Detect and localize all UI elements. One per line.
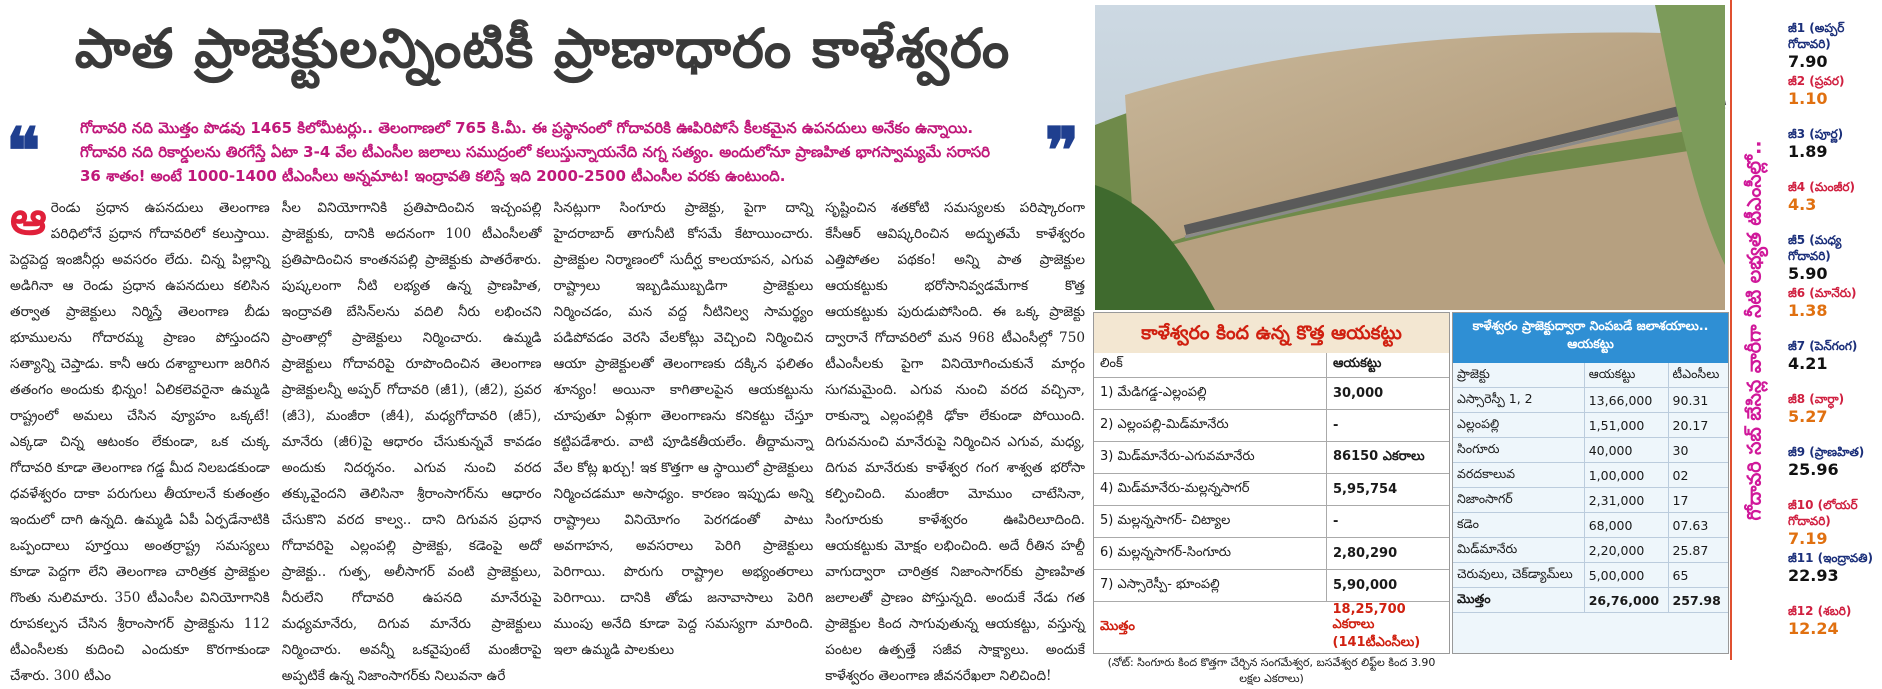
tributary-value: 4.3 xyxy=(1788,195,1817,214)
tributary-value: 7.90 xyxy=(1788,52,1828,71)
ayacut-cell: 5,90,000 xyxy=(1327,570,1450,602)
list-item xyxy=(1788,550,1880,603)
tributary-value: 4.21 xyxy=(1788,354,1828,373)
table-row xyxy=(1094,570,1449,602)
table-row xyxy=(1094,378,1449,410)
header-ayacut: ఆయకట్టు xyxy=(1327,353,1450,378)
total-value: 18,25,700 ఎకరాలు (141టీఎంసీలు) xyxy=(1332,602,1421,650)
vertical-title-text: గోదావరి సబ్ బేసిన్ల వారీగా నీటి లభ్యత టీఎంసీల్లో.. xyxy=(1743,139,1766,521)
column-1-text: రెండు ప్రధాన ఉపనదులు తెలంగాణ పరిధిలోనే ప్రధాన గోదావరిలో కలుస్తాయి. పెద్దపెద్ద ఇంజినీర్లు అవసరం లేదు. చిన్న పిల్లాన్ని అడిగినా ఆ రెండు ప్రధాన ఉపనదులు కలిసిన తర్వాత ప్రాజెక్టులు నిర్మిస్తే తెలంగాణ బీడు భూములను గోదారమ్మ ప్రాణం పోస్తుందని సత్యాన్ని చెప్తాడు. కానీ ఆరు దశాబ్దాలుగా జరిగిన తతంగం అందుకు భిన్నం! ఏలికలెవరైనా ఉమ్మడి రాష్ట్రంలో అమలు చేసిన వ్యూహం ఒక్కటే! ఎక్కడా చిన్న ఆటంకం లేకుండా, ఒక చుక్క గోదావరి కూడా తెలంగాణ గడ్డ మీద నిలబడకుండా ధవళేశ్వరం దాకా పరుగులు తీయాలనే కుతంత్రం ఇందులో దాగి ఉన్నది. ఉమ్మడి ఏపీ ఏర్పడేనాటికి ఒప్పందాలు పూర్తయి అంతర్రాష్ట్ర సమస్యలు కూడా పెద్దగా లేని తెలంగాణ చారిత్రక ప్రాజెక్టుల గొంతు నులిమారు. 350 టీఎంసీల వినియోగానికి రూపకల్పన చేసిన శ్రీరాంసాగర్ ప్రాజెక్టును 112 టీఎంసీలకు కుదించి ఎందుకూ కొరగాకుండా చేశారు. 300 టీఎం xyxy=(10,200,270,684)
tributary-label: జీ12 (శబరి) xyxy=(1788,604,1852,618)
tributary-label: జీ1 (అప్పర్ గోదావరి) xyxy=(1788,21,1845,51)
ayacut-cell: 30,000 xyxy=(1327,378,1450,410)
article-column-1 xyxy=(10,191,270,684)
ayacut-note: (నోట్: సింగూరు కింద కొత్తగా చేర్చిన సంగమేశ్వర, బసవేశ్వర లిఫ్ట్‌ల కింద 3.90 లక్షల ఎకరాలు) xyxy=(1107,656,1436,685)
tributary-value: 1.38 xyxy=(1788,301,1828,320)
list-item xyxy=(1788,73,1880,126)
table-header-row xyxy=(1094,353,1449,378)
ayacut-cell: 68,000 xyxy=(1584,513,1668,538)
project-cell: ఎల్లంపల్లి xyxy=(1453,413,1584,438)
quote-open-icon: ❝ xyxy=(6,114,41,189)
table-row xyxy=(1453,388,1728,413)
ayacut-cell: 13,66,000 xyxy=(1584,388,1668,413)
link-cell: 6) మల్లన్నసాగర్-సింగూరు xyxy=(1094,538,1327,570)
project-cell: సింగూరు xyxy=(1453,438,1584,463)
tributary-value: 7.19 xyxy=(1788,529,1828,548)
tmc-cell: 07.63 xyxy=(1668,513,1728,538)
ayacut-cell: 2,31,000 xyxy=(1584,488,1668,513)
tributary-value: 1.10 xyxy=(1788,89,1828,108)
link-cell: 2) ఎల్లంపల్లి-మిడ్‌మానేరు xyxy=(1094,410,1327,442)
header-link: లింక్ xyxy=(1094,353,1327,378)
tributary-label: జీ5 (మధ్య గోదావరి) xyxy=(1788,233,1842,263)
header-project: ప్రాజెక్టు xyxy=(1453,363,1584,388)
table-row xyxy=(1094,442,1449,474)
tributary-label: జీ6 (మానేరు) xyxy=(1788,286,1857,300)
ayacut-cell: 40,000 xyxy=(1584,438,1668,463)
tmc-cell: 25.87 xyxy=(1668,538,1728,563)
list-item xyxy=(1788,232,1880,285)
table-row xyxy=(1453,488,1728,513)
link-cell: 3) మిడ్‌మానేరు-ఎగువమానేరు xyxy=(1094,442,1327,474)
project-cell: చెరువులు, చెక్‌డ్యామ్‌లు xyxy=(1453,563,1584,588)
list-item xyxy=(1788,444,1880,497)
tmc-cell: 02 xyxy=(1668,463,1728,488)
link-cell: 4) మిడ్‌మానేరు-మల్లన్నసాగర్ xyxy=(1094,474,1327,506)
tributary-label: జీ4 (మంజీర) xyxy=(1788,180,1855,194)
list-item xyxy=(1788,603,1880,656)
total-ayacut: 26,76,000 xyxy=(1584,588,1668,613)
quote-close-icon: ❞ xyxy=(1044,114,1079,189)
project-cell: ఎస్సారెస్పీ 1, 2 xyxy=(1453,388,1584,413)
tributary-list xyxy=(1788,20,1880,656)
reservoir-title: కాళేశ్వరం ప్రాజెక్టుద్వారా నింపబడే జలాశయాలు.. ఆయకట్టు xyxy=(1453,313,1728,363)
total-row xyxy=(1453,588,1728,613)
table-row xyxy=(1094,474,1449,506)
new-ayacut-grid xyxy=(1094,353,1449,653)
ayacut-cell: 5,00,000 xyxy=(1584,563,1668,588)
project-cell: మిడ్‌మానేరు xyxy=(1453,538,1584,563)
total-label: మొత్తం xyxy=(1100,618,1135,634)
project-cell: వరదకాలువ xyxy=(1453,463,1584,488)
tributary-label: జీ9 (ప్రాణహిత) xyxy=(1788,445,1865,459)
ayacut-cell: 86150 ఎకరాలు xyxy=(1327,442,1450,474)
project-cell: నిజాంసాగర్ xyxy=(1453,488,1584,513)
total-tmc: 257.98 xyxy=(1668,588,1728,613)
project-cell: కడెం xyxy=(1453,513,1584,538)
tributary-label: జీ8 (వార్ధా) xyxy=(1788,392,1845,406)
table-row xyxy=(1453,513,1728,538)
header-ayacut: ఆయకట్టు xyxy=(1584,363,1668,388)
ayacut-cell: 1,00,000 xyxy=(1584,463,1668,488)
tributary-value: 25.96 xyxy=(1788,460,1839,479)
dropcap: ఆ xyxy=(10,191,47,245)
ayacut-cell: - xyxy=(1327,410,1450,442)
tmc-cell: 30 xyxy=(1668,438,1728,463)
list-item xyxy=(1788,126,1880,179)
new-ayacut-table xyxy=(1093,312,1450,685)
reservoir-grid xyxy=(1453,363,1728,613)
article-column-3: సినట్లుగా సింగూరు ప్రాజెక్టు, పైగా దాన్ని హైదరాబాద్ తాగునీటి కోసమే కేటాయించారు. ప్రాజెక్టుల నిర్మాణంలో సుదీర్ఘ కాలయాపన, ఎగువ రాష్ట్రాలు ఇబ్బడిముబ్బడిగా ప్రాజెక్టులు నిర్మించడం, మన వద్ద నీటినిల్వ సామర్థ్యం పడిపోవడం వెరసి వేలకోట్లు వెచ్చించి నిర్మించిన ఆయా ప్రాజెక్టులతో తెలంగాణకు దక్కిన ఫలితం శూన్యం! అయినా కాగితాలపైన ఆయకట్టును చూపుతూ ఏళ్లుగా తెలంగాణను కనికట్టు చేస్తూ కట్టిపడేశారు. వాటి పూడికతీయలేం. తీద్దామన్నా వేల కోట్ల ఖర్చు! ఇక కొత్తగా ఆ స్థాయిలో ప్రాజెక్టులు నిర్మించడమూ అసాధ్యం. కారణం ఇప్పుడు అన్ని రాష్ట్రాలు వినియోగం పెరగడంతో పాటు అవగాహన, అవసరాలు పెరిగి ప్రాజెక్టులు పెరిగాయి. పొరుగు రాష్ట్రాల అభ్యంతరాలు పెరిగాయి. దానికి తోడు జనావాసాలు పెరిగి ముంపు అనేది కూడా పెద్ద సమస్యగా మారింది. ఇలా ఉమ్మడి పాలకులు xyxy=(553,200,814,658)
table-row xyxy=(1453,438,1728,463)
tmc-cell: 20.17 xyxy=(1668,413,1728,438)
tributary-value: 22.93 xyxy=(1788,566,1839,585)
ayacut-cell: - xyxy=(1327,506,1450,538)
tributary-label: జీ11 (ఇంద్రావతి) xyxy=(1788,551,1873,565)
total-label: మొత్తం xyxy=(1453,588,1584,613)
ayacut-cell: 2,80,290 xyxy=(1327,538,1450,570)
list-item xyxy=(1788,20,1880,73)
intro-quote xyxy=(0,112,1085,190)
list-item xyxy=(1788,179,1880,232)
list-item xyxy=(1788,497,1880,550)
list-item xyxy=(1788,391,1880,444)
tributary-value: 1.89 xyxy=(1788,142,1828,161)
table-row xyxy=(1094,538,1449,570)
sub-basin-sidebar xyxy=(1730,0,1882,660)
tmc-cell: 17 xyxy=(1668,488,1728,513)
total-row xyxy=(1094,602,1449,654)
tributary-value: 5.27 xyxy=(1788,407,1828,426)
reservoir-table xyxy=(1452,312,1729,654)
link-cell: 5) మల్లన్నసాగర్- చిట్యాల xyxy=(1094,506,1327,538)
table-row xyxy=(1453,538,1728,563)
list-item xyxy=(1788,338,1880,391)
link-cell: 1) మేడిగడ్డ-ఎల్లంపల్లి xyxy=(1094,378,1327,410)
intro-text: గోదావరి నది మొత్తం పొడవు 1465 కిలోమీటర్లు.. తెలంగాణలో 765 కి.మీ. ఈ ప్రస్థానంలో గోదావరికి ఊపిరిపోసే కీలకమైన ఉపనదులు అనేకం ఉన్నాయి. గోదావరి నది రికార్డులను తిరగేస్తే ఏటా 3-4 వేల టీఎంసీల జలాలు సముద్రంలో కలుస్తున్నాయనేది నగ్న సత్యం. అందులోనూ ప్రాణహిత భాగస్వామ్యమే సరాసరి 36 శాతం! అంటే 1000-1400 టీఎంసీలు అన్నమాట! ఇంద్రావతి కలిస్తే ఇది 2000-2500 టీఎంసీల వరకు ఉంటుంది. xyxy=(80,119,991,185)
tributary-label: జీ3 (పూర్ణ) xyxy=(1788,127,1844,141)
tributary-label: జీ2 (ప్రవర) xyxy=(1788,74,1845,88)
barrage-photo-image xyxy=(1095,5,1725,310)
tmc-cell: 65 xyxy=(1668,563,1728,588)
tmc-cell: 90.31 xyxy=(1668,388,1728,413)
headline: పాత ప్రాజెక్టులన్నింటికీ ప్రాణాధారం కాళేశ్వరం xyxy=(74,16,1011,80)
header-tmc: టీఎంసీలు xyxy=(1668,363,1728,388)
table-row xyxy=(1094,410,1449,442)
new-ayacut-title: కాళేశ్వరం కింద ఉన్న కొత్త ఆయకట్టు xyxy=(1094,313,1449,353)
tributary-value: 12.24 xyxy=(1788,619,1839,638)
link-cell: 7) ఎస్సారెస్పీ- భూంపల్లి xyxy=(1094,570,1327,602)
article-column-2: సీల వినియోగానికి ప్రతిపాదించిన ఇచ్చంపల్లి ప్రాజెక్టుకు, దానికి అదనంగా 100 టీఎంసీలతో ప్రతిపాదించిన కాంతనపల్లి ప్రాజెక్టుకు పాతరేశారు. పుష్కలంగా నీటి లభ్యత ఉన్న ప్రాణహిత, ఇంద్రావతి బేసిన్‌లను వదిలి నీరు లభించని ప్రాంతాల్లో ప్రాజెక్టులు నిర్మించారు. ఉమ్మడి ప్రాజెక్టులు గోదావరిపై రూపొందించిన తెలంగాణ ప్రాజెక్టులన్నీ అప్పర్ గోదావరి (జీ1), (జీ2), ప్రవర (జీ3), మంజీరా (జీ4), మధ్యగోదావరి (జీ5), మానేరు (జీ6)పై ఆధారం చేసుకున్నవే కావడం అందుకు నిదర్శనం. ఎగువ నుంచి వరద తక్కువైందని తెలిసినా శ్రీరాంసాగర్‌ను ఆధారం చేసుకొని వరద కాల్వ.. దాని దిగువన ప్రధాన గోదావరిపై ఎల్లంపల్లి ప్రాజెక్టు, కడెంపై అదో ప్రాజెక్టు.. గుత్ప, అలీసాగర్ వంటి ప్రాజెక్టులు, నీరులేని గోదావరి ఉపనది మానేరుపై మధ్యమానేరు, దిగువ మానేరు ప్రాజెక్టులు నిర్మించారు. అవన్నీ ఒకవైపుంటే మంజీరాపై అప్పటికే ఉన్న నిజాంసాగర్‌కు నిలువనా ఉరే xyxy=(281,200,542,684)
sidebar-vertical-title xyxy=(1730,0,1784,660)
ayacut-cell: 5,95,754 xyxy=(1327,474,1450,506)
table-header-row xyxy=(1453,363,1728,388)
article-body xyxy=(10,191,1085,684)
tributary-label: జీ10 (లోయర్ గోదావరి) xyxy=(1788,498,1858,528)
article-column-4: సృష్టించిన శతకోటి సమస్యలకు పరిష్కారంగా కేసీఆర్ ఆవిష్కరించిన అద్భుతమే కాళేశ్వరం ఎత్తిపోతల పథకం! అన్ని పాత ప్రాజెక్టుల ఆయకట్టుకు భరోసానివ్వడమేగాక కొత్త ఆయకట్టుకు పురుడుపోసింది. ఈ ఒక్క ప్రాజెక్టు ద్వారానే గోదావరిలో మన 968 టీఎంసీల్లో 750 టీఎంసీలకు పైగా వినియోగించుకునే మార్గం సుగమమైంది. ఎగువ నుంచి వరద వచ్చినా, రాకున్నా ఎల్లంపల్లికి ఢోకా లేకుండా పోయింది. దిగువనుంచి మానేరుపై నిర్మించిన ఎగువ, మధ్య, దిగువ మానేరుకు కాళేశ్వర గంగ శాశ్వత భరోసా కల్పించింది. మంజీరా మోముం చాటేసినా, సింగూరుకు కాళేశ్వరం ఊపిరిలూదింది. ఆయకట్టుకు మోక్షం లభించింది. అదే రీతిన హల్దీ వాగుద్వారా చారిత్రక నిజాంసాగర్‌కు ప్రాణహిత జలాలతో ప్రాణం పోస్తున్నది. అందుకే నేడు గత ప్రాజెక్టుల కింద సాగువుతున్న ఆయకట్టు, వస్తున్న పంటల ఉత్పత్తే సజీవ సాక్ష్యాలు. అందుకే కాళేశ్వరం తెలంగాణ జీవనరేఖలా నిలిచింది! xyxy=(825,200,1085,684)
list-item xyxy=(1788,285,1880,338)
barrage-photo xyxy=(1095,5,1725,310)
ayacut-cell: 1,51,000 xyxy=(1584,413,1668,438)
ayacut-cell: 2,20,000 xyxy=(1584,538,1668,563)
table-row xyxy=(1453,463,1728,488)
table-row xyxy=(1094,506,1449,538)
tributary-value: 5.90 xyxy=(1788,264,1828,283)
table-row xyxy=(1453,563,1728,588)
table-row xyxy=(1453,413,1728,438)
tributary-label: జీ7 (పెన్‌గంగ) xyxy=(1788,339,1858,353)
